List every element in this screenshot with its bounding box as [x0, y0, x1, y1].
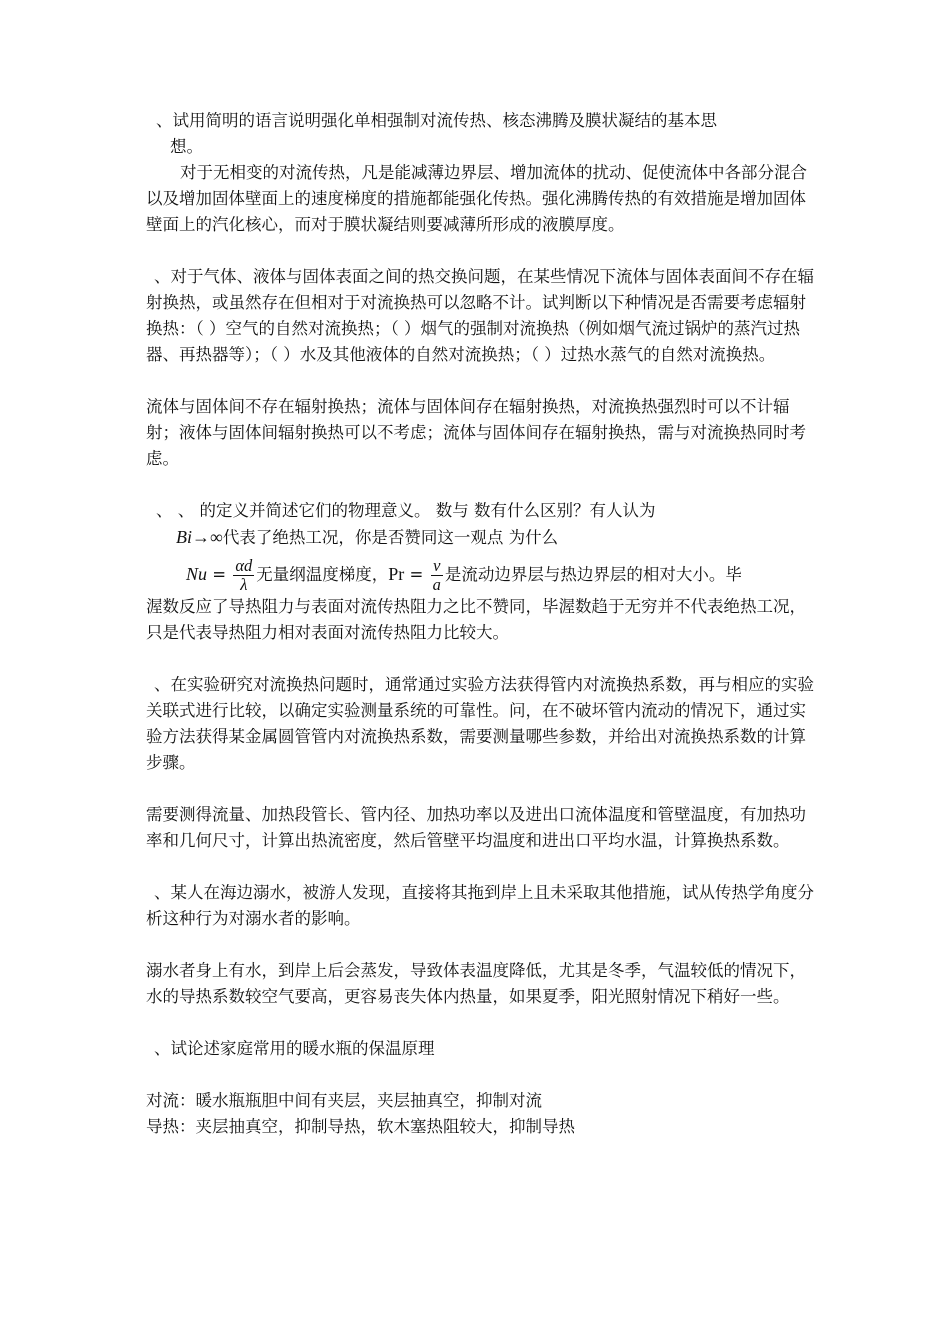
equals-sign: =: [404, 565, 429, 584]
question-6: 、试论述家庭常用的暖水瓶的保温原理: [154, 1039, 435, 1058]
answer-6-convection: 对流：暖水瓶瓶胆中间有夹层，夹层抽真空，抑制对流: [146, 1091, 542, 1110]
answer-1: 对于无相变的对流传热，凡是能减薄边界层、增加流体的扰动、促使流体中各部分混合以及增加固体壁面上的速度梯度的措施都能强化传热。强化沸腾传热的有效措施是增加固体壁面上的汽化核心，而对于膜状凝结则要减薄所形成的液膜厚度。: [146, 163, 807, 234]
nu-fraction: [233, 557, 254, 594]
pr-denominator: a: [432, 575, 441, 594]
pr-symbol: Pr: [388, 564, 405, 584]
pr-fraction: [431, 557, 443, 594]
question-text: 、试用简明的语言说明强化单相强制对流传热、核态沸腾及膜状凝结的基本思: [156, 111, 717, 130]
answer-6-conduction: 导热：夹层抽真空，抑制导热，软木塞热阻较大，抑制导热: [146, 1117, 575, 1136]
equals-sign: =: [207, 565, 232, 584]
nu-description: 无量纲温度梯度，: [256, 565, 389, 584]
question-1: [146, 108, 814, 160]
question-text-cont: 代表了绝热工况，你是否赞同这一观点 为什么: [222, 528, 559, 547]
question-2: 、对于气体、液体与固体表面之间的热交换问题，在某些情况下流体与固体表面间不存在辐射换热，或虽然存在但相对于对流换热可以忽略不计。试判断以下种情况是否需要考虑辐射换热：（ ）空气的自然对流换热；（ ）烟气的强制对流换热（例如烟气流过锅炉的蒸汽过热器、再热器等）；（ ）水及其他液体的自然对流换热；（ ）过热水蒸气的自然对流换热。: [146, 267, 814, 364]
formula-line: [146, 557, 814, 594]
answer-4: 需要测得流量、加热段管长、管内径、加热功率以及进出口流体温度和管壁温度，有加热功率和几何尺寸，计算出热流密度，然后管壁平均温度和进出口平均水温，计算换热系数。: [146, 805, 806, 850]
question-text-cont: 想。: [170, 137, 203, 156]
answer-2: 流体与固体间不存在辐射换热；流体与固体间存在辐射换热，对流换热强烈时可以不计辐射；液体与固体间辐射换热可以不考虑；流体与固体间存在辐射换热，需与对流换热同时考虑。: [146, 397, 806, 468]
nu-numerator: αd: [235, 556, 253, 575]
question-4: 、在实验研究对流换热问题时，通常通过实验方法获得管内对流换热系数，再与相应的实验关联式进行比较，以确定实验测量系统的可靠性。问，在不破坏管内流动的情况下，通过实验方法获得某金属圆管管内对流换热系数，需要测量哪些参数，并给出对流换热系数的计算步骤。: [146, 675, 814, 772]
pr-description: 是流动边界层与热边界层的相对大小。毕: [444, 565, 742, 584]
answer-5: 溺水者身上有水，到岸上后会蒸发，导致体表温度降低，尤其是冬季，气温较低的情况下，水的导热系数较空气要高，更容易丧失体内热量，如果夏季，阳光照射情况下稍好一些。: [146, 961, 806, 1006]
question-text: 、 、 的定义并简述它们的物理意义。 数与 数有什么区别？有人认为: [156, 501, 656, 520]
document-body: [146, 108, 814, 1140]
question-3: [146, 498, 814, 551]
nu-denominator: λ: [240, 575, 248, 594]
pr-numerator: ν: [431, 557, 443, 576]
nu-symbol: Nu: [186, 564, 208, 584]
question-5: 、某人在海边溺水，被游人发现，直接将其拖到岸上且未采取其他措施，试从传热学角度分析这种行为对溺水者的影响。: [146, 883, 814, 928]
answer-3: 渥数反应了导热阻力与表面对流传热阻力之比不赞同，毕渥数趋于无穷并不代表绝热工况，只是代表导热阻力相对表面对流传热阻力比较大。: [146, 597, 806, 642]
arrow-infinity: →∞: [192, 527, 223, 547]
bi-symbol: Bi: [176, 527, 192, 547]
